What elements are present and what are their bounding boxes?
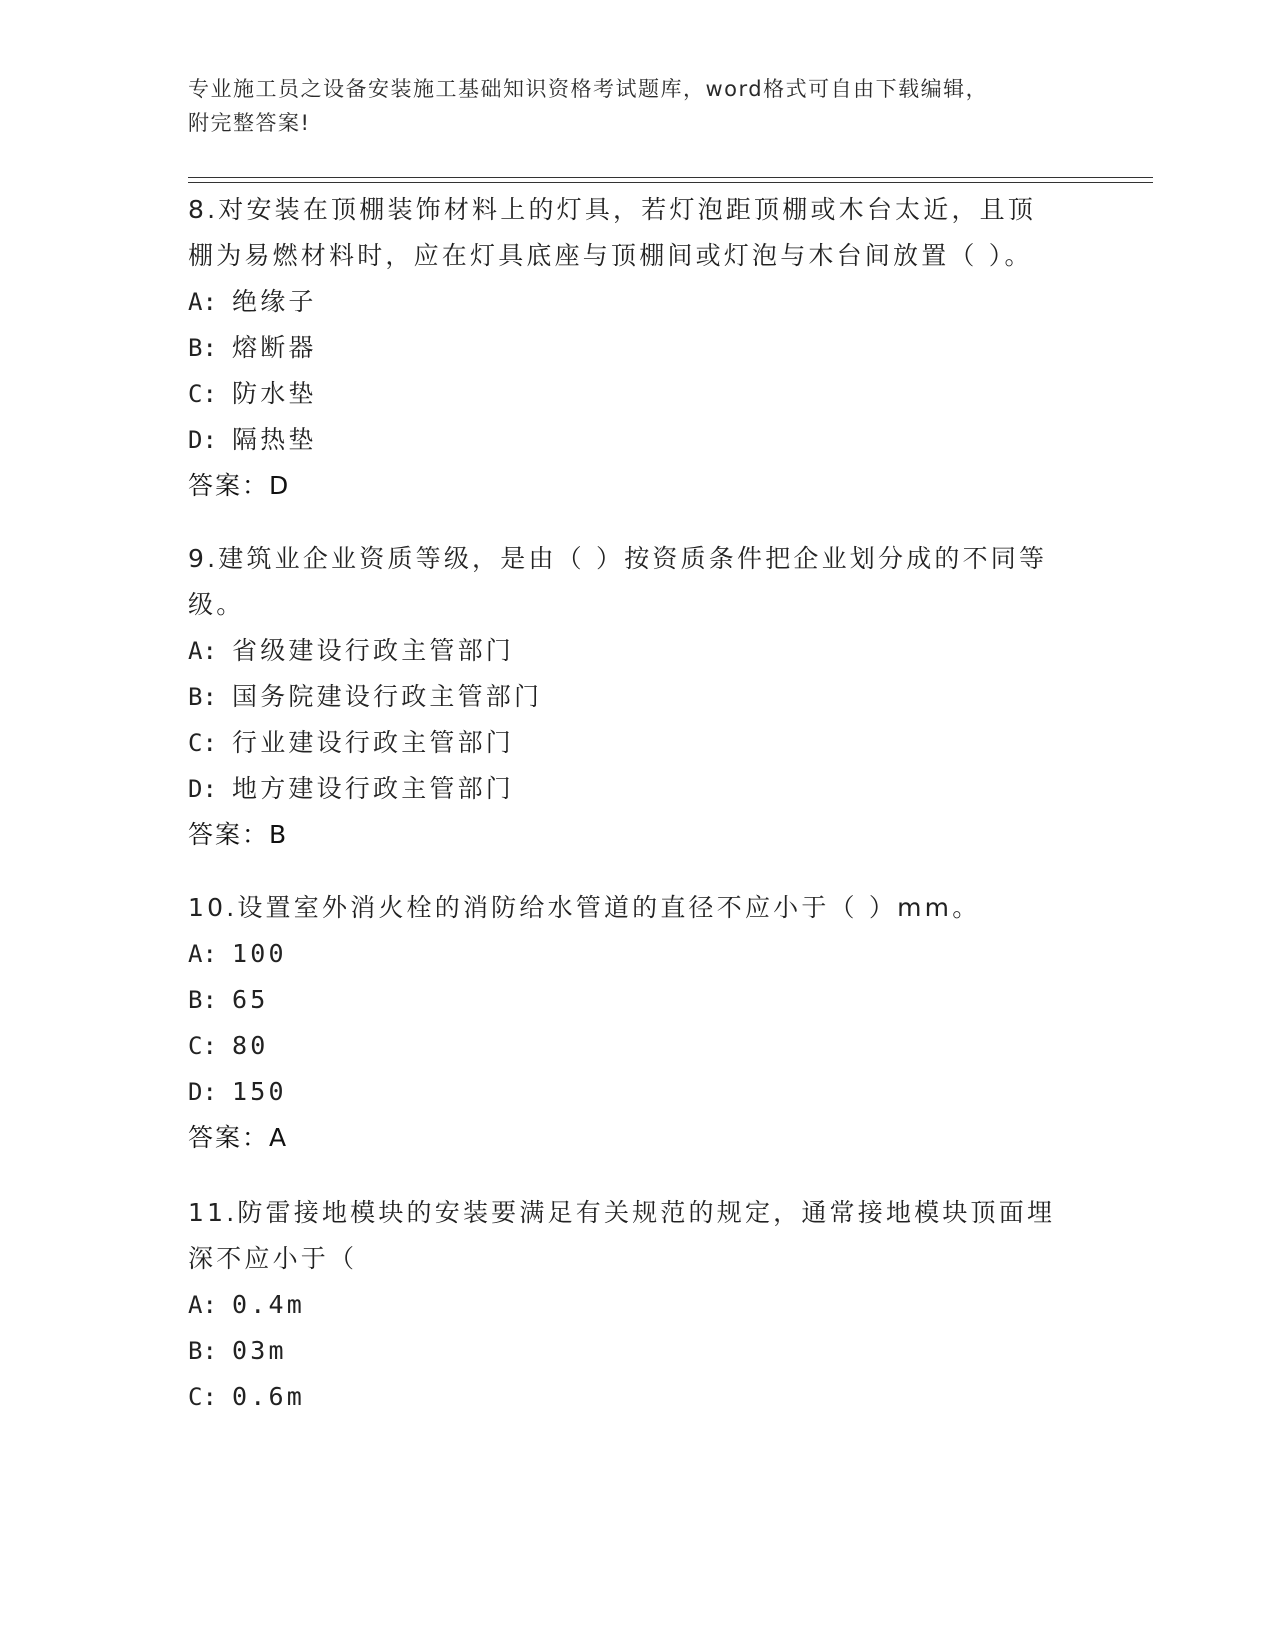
option-letter: C: [188, 1032, 217, 1060]
question-stem-line: 11.防雷接地模块的安装要满足有关规范的规定，通常接地模块顶面埋 [188, 1198, 1056, 1227]
option-c [188, 1023, 1068, 1069]
answer-line: 答案：A [188, 1123, 289, 1152]
option-letter: D: [188, 426, 217, 454]
option-text: 隔热垫 [232, 425, 317, 454]
option-letter: B: [188, 683, 217, 711]
option-a [188, 1282, 1068, 1328]
option-letter: C: [188, 729, 217, 757]
option-a [188, 279, 1068, 325]
option-a [188, 931, 1068, 977]
option-letter: D: [188, 1078, 217, 1106]
option-text: 防水垫 [232, 379, 317, 408]
option-letter: C: [188, 380, 217, 408]
question-11 [188, 1190, 1068, 1420]
option-text: 80 [232, 1031, 269, 1060]
answer-line: 答案：D [188, 471, 291, 500]
option-d [188, 766, 1068, 812]
option-text: 03m [232, 1336, 287, 1365]
option-letter: A: [188, 637, 217, 665]
option-text: 100 [232, 939, 287, 968]
option-text: 绝缘子 [232, 287, 317, 316]
document-header [188, 72, 1088, 140]
question-9 [188, 536, 1068, 858]
header-divider-bottom [188, 182, 1153, 183]
option-c [188, 720, 1068, 766]
option-c [188, 1374, 1068, 1420]
header-line-2: 附完整答案! [188, 111, 311, 135]
question-stem-line: 10.设置室外消火栓的消防给水管道的直径不应小于（ ）mm。 [188, 893, 981, 922]
question-stem-line: 8.对安装在顶棚装饰材料上的灯具，若灯泡距顶棚或木台太近，且顶 [188, 195, 1037, 224]
option-letter: B: [188, 986, 217, 1014]
option-letter: A: [188, 940, 217, 968]
option-text: 国务院建设行政主管部门 [232, 682, 543, 711]
option-text: 0.6m [232, 1382, 306, 1411]
option-b [188, 674, 1068, 720]
option-b [188, 1328, 1068, 1374]
option-text: 地方建设行政主管部门 [232, 774, 515, 803]
option-text: 行业建设行政主管部门 [232, 728, 515, 757]
question-stem-line: 深不应小于（ [188, 1244, 358, 1273]
question-stem-line: 级。 [188, 590, 245, 619]
option-text: 150 [232, 1077, 287, 1106]
option-text: 熔断器 [232, 333, 317, 362]
question-stem-line: 棚为易燃材料时，应在灯具底座与顶棚间或灯泡与木台间放置（ ）。 [188, 241, 1033, 270]
question-10 [188, 885, 1068, 1161]
question-8 [188, 187, 1068, 509]
option-text: 0.4m [232, 1290, 306, 1319]
option-d [188, 1069, 1068, 1115]
option-c [188, 371, 1068, 417]
option-b [188, 325, 1068, 371]
option-letter: A: [188, 288, 217, 316]
option-a [188, 628, 1068, 674]
option-text: 省级建设行政主管部门 [232, 636, 515, 665]
option-letter: D: [188, 775, 217, 803]
option-letter: B: [188, 334, 217, 362]
option-text: 65 [232, 985, 269, 1014]
option-letter: C: [188, 1383, 217, 1411]
option-b [188, 977, 1068, 1023]
option-d [188, 417, 1068, 463]
question-stem-line: 9.建筑业企业资质等级，是由（ ）按资质条件把企业划分成的不同等 [188, 544, 1048, 573]
answer-line: 答案：B [188, 820, 289, 849]
option-letter: B: [188, 1337, 217, 1365]
option-letter: A: [188, 1291, 217, 1319]
header-divider-top [188, 177, 1153, 178]
header-line-1: 专业施工员之设备安装施工基础知识资格考试题库，word格式可自由下载编辑， [188, 77, 989, 101]
